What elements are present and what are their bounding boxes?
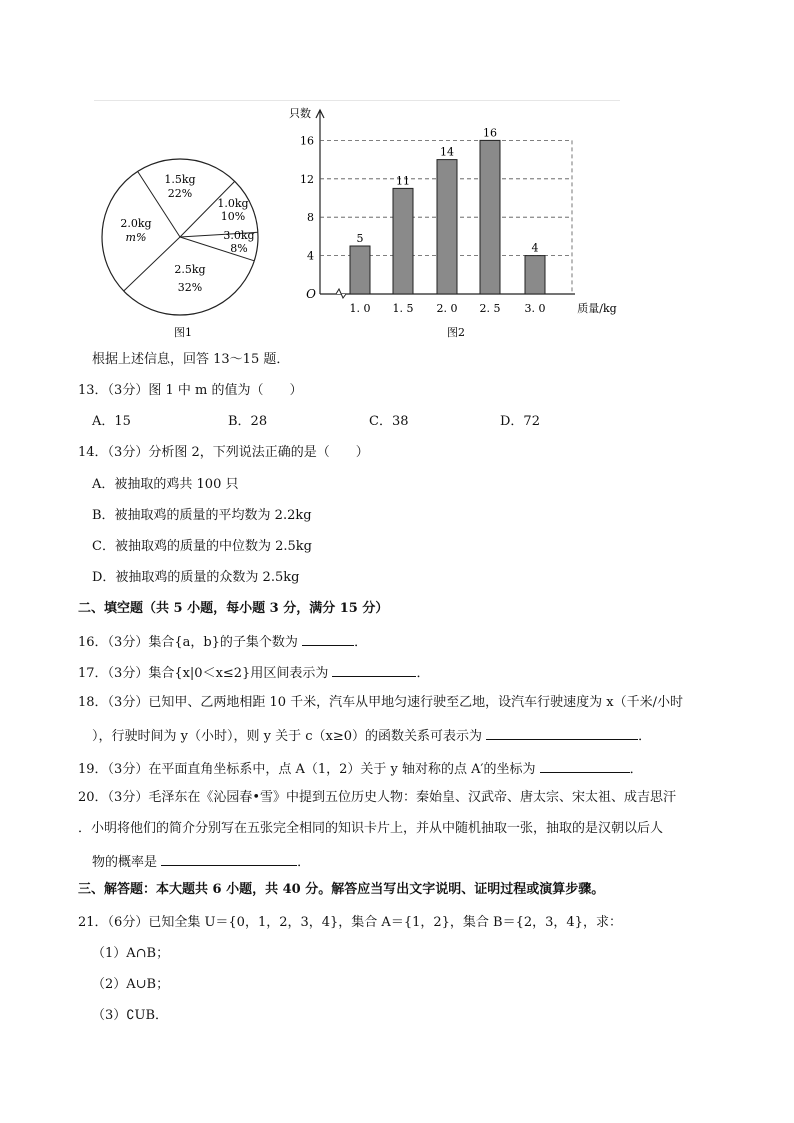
bar-2: [437, 160, 457, 294]
q20-text: 物的概率是: [92, 855, 158, 870]
q17-end: ．: [416, 666, 430, 681]
q13-option-d: D．72: [500, 414, 540, 429]
q14-option-c: C．被抽取鸡的质量的中位数为 2.5kg: [92, 539, 312, 554]
pie-pct-1-5: 22%: [167, 187, 193, 200]
y-tick-label-12: 12: [300, 172, 314, 186]
q16-answer-blank[interactable]: [302, 631, 354, 646]
x-tick-label-4: 3. 0: [524, 302, 546, 315]
y-tick-label-16: 16: [300, 134, 314, 148]
intro-text: 根据上述信息，回答 13～15 题．: [92, 352, 290, 367]
q18-text: ），行驶时间为 y（小时），则 y 关于 c（x≥0）的函数关系可表示为: [92, 729, 482, 744]
q20-answer-blank[interactable]: [161, 851, 297, 866]
q20-line-1: 20．（3分）毛泽东在《沁园春•雪》中提到五位历史人物：秦始皇、汉武帝、唐太宗、宋太祖、成吉思汗: [78, 790, 676, 805]
pie-chart: [102, 159, 258, 339]
q18-answer-blank[interactable]: [486, 725, 638, 740]
q18-line-1: 18．（3分）已知甲、乙两地相距 10 千米，汽车从甲地匀速行驶至乙地，设汽车行驶速度为 x（千米/小时: [78, 695, 683, 710]
q19-answer-blank[interactable]: [540, 758, 630, 773]
q16-end: ．: [354, 635, 368, 650]
q17-answer-blank[interactable]: [332, 662, 416, 677]
pie-label-1-0: 1.0kg: [217, 197, 249, 210]
q14-stem: 14．（3分）分析图 2，下列说法正确的是（ ）: [78, 445, 369, 460]
q19-end: ．: [629, 762, 643, 777]
x-axis-title: 质量/kg: [577, 302, 617, 315]
q13-option-c: C．38: [369, 414, 409, 429]
q20-end: ．: [297, 855, 311, 870]
pie-label-2-0: 2.0kg: [120, 217, 152, 230]
q17-text: 17．（3分）集合{x|0＜x≤2}用区间表示为: [78, 666, 329, 681]
origin-label: O: [306, 287, 316, 301]
q17: [78, 662, 430, 683]
bar-4: [525, 256, 545, 294]
pie-pct-2-0: m%: [125, 231, 147, 244]
q20-line-3: [92, 851, 310, 872]
x-tick-label-2: 2. 0: [436, 302, 458, 315]
y-axis-title: 只数: [289, 107, 311, 120]
q13-option-a: A．15: [92, 414, 131, 429]
q13-option-b: B．28: [228, 414, 268, 429]
bar-value-label-1: 11: [396, 174, 410, 188]
pie-pct-1-0: 10%: [220, 210, 246, 223]
bar-1: [393, 188, 413, 294]
q21-part-1: （1）A∩B；: [92, 946, 170, 961]
bar-value-label-4: 4: [531, 241, 539, 255]
bar-value-label-3: 16: [483, 126, 497, 140]
q16-text: 16．（3分）集合{a，b}的子集个数为: [78, 635, 298, 650]
bar-value-label-0: 5: [356, 232, 364, 245]
x-tick-label-1: 1. 5: [392, 302, 414, 315]
y-tick-label-8: 8: [307, 211, 314, 225]
figure2-caption: 图2: [447, 326, 465, 339]
pie-pct-3-0: 8%: [230, 242, 248, 255]
pie-label-3-0: 3.0kg: [223, 229, 255, 242]
q21-part-2: （2）A∪B；: [92, 977, 170, 992]
q14-option-a: A．被抽取的鸡共 100 只: [92, 477, 239, 492]
q13-stem: 13．（3分）图 1 中 m 的值为（ ）: [78, 383, 303, 398]
q16: [78, 631, 367, 652]
x-tick-label-0: 1. 0: [349, 302, 371, 315]
figure1-caption: 图1: [174, 326, 192, 339]
bar-value-label-2: 14: [440, 145, 454, 159]
q18-line-2: [92, 725, 651, 746]
section-2-heading: 二、填空题（共 5 小题，每小题 3 分，满分 15 分）: [78, 601, 389, 616]
q21-part-3: （3）∁UB．: [92, 1008, 169, 1023]
pie-pct-2-5: 32%: [177, 281, 203, 294]
bar-chart: [289, 106, 617, 339]
pie-label-2-5: 2.5kg: [174, 263, 206, 276]
q19-text: 19．（3分）在平面直角坐标系中，点 A（1，2）关于 y 轴对称的点 A′的坐标为: [78, 762, 536, 777]
q21-stem: 21．（6分）已知全集 U＝{0，1，2，3，4}，集合 A＝{1，2}，集合 B＝{2，3，4}，求：: [78, 915, 622, 930]
q14-option-d: D．被抽取鸡的质量的众数为 2.5kg: [92, 570, 300, 585]
bar-0: [350, 246, 370, 294]
y-tick-label-4: 4: [307, 249, 314, 263]
pie-label-1-5: 1.5kg: [164, 173, 196, 186]
q19: [78, 758, 643, 779]
q18-end: ．: [638, 729, 652, 744]
section-3-heading: 三、解答题：本大题共 6 小题，共 40 分。解答应当写出文字说明、证明过程或演算步骤。: [78, 882, 605, 897]
figures: [0, 0, 794, 345]
x-tick-label-3: 2. 5: [479, 302, 501, 315]
q20-line-2: ．小明将他们的简介分别写在五张完全相同的知识卡片上，并从中随机抽取一张，抽取的是汉朝以后人: [78, 821, 664, 836]
bar-3: [480, 140, 500, 294]
q14-option-b: B．被抽取鸡的质量的平均数为 2.2kg: [92, 508, 312, 523]
